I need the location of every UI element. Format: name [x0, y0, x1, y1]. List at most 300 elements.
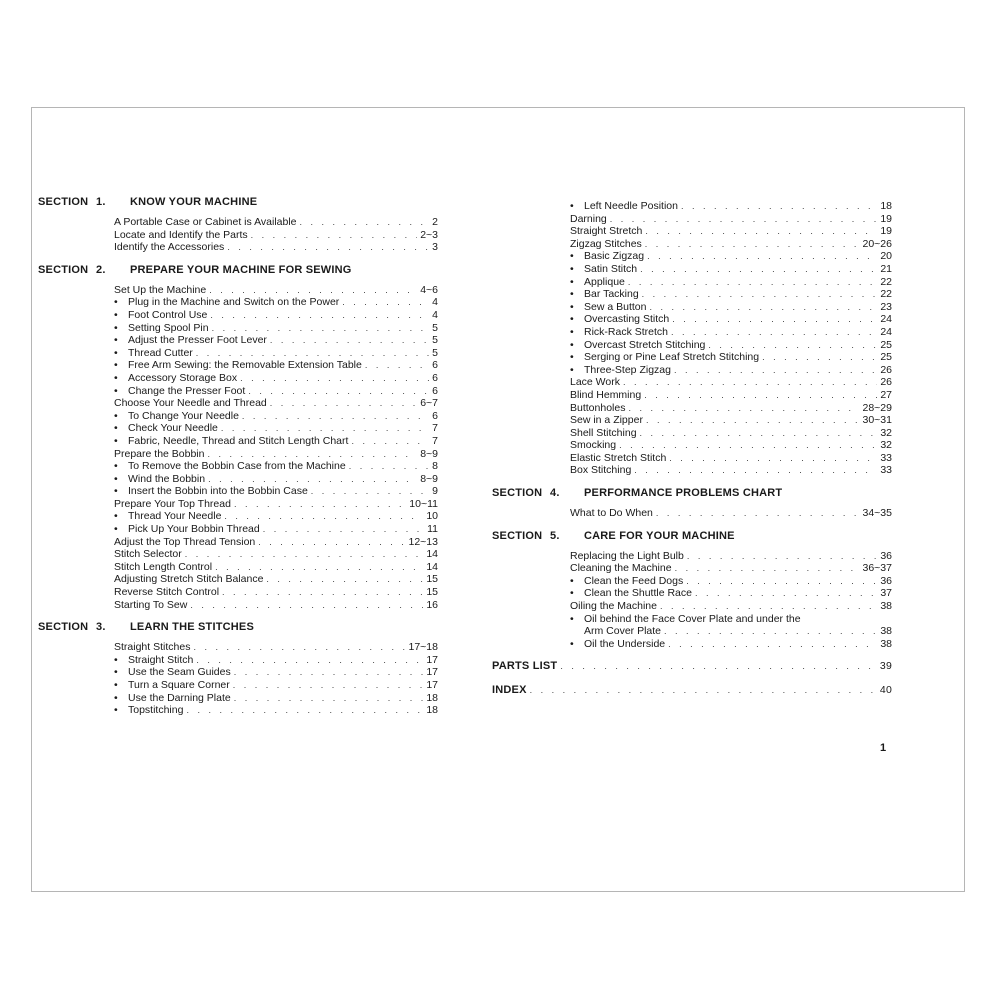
dot-leader	[619, 439, 877, 452]
toc-entry-title	[114, 385, 245, 398]
toc-page-number: 18	[426, 704, 438, 717]
toc-heading-title: INDEX	[492, 684, 527, 697]
toc-entry	[492, 507, 892, 520]
toc-entry-title	[114, 422, 218, 435]
toc-entry-title	[570, 313, 669, 326]
dot-leader	[681, 200, 877, 213]
toc-entry-title	[114, 523, 260, 536]
toc-entry-text: Oiling the Machine	[570, 600, 657, 613]
toc-entry-title	[570, 613, 892, 626]
dot-leader	[645, 238, 860, 251]
dot-leader	[644, 389, 877, 402]
toc-entry-text: Stitch Selector	[114, 548, 182, 561]
section-label: SECTION	[38, 263, 89, 276]
toc-entry-text: Clean the Feed Dogs	[584, 574, 684, 587]
toc-page-number: 26	[880, 376, 892, 389]
toc-entry-title	[570, 562, 672, 575]
dot-leader	[623, 376, 877, 389]
toc-entry-text: Use the Seam Guides	[128, 666, 231, 679]
toc-heading-entry	[492, 684, 892, 698]
dot-leader	[233, 679, 424, 692]
toc-page-number: 18	[426, 691, 438, 704]
toc-page-number: 4~6	[420, 283, 438, 296]
dot-leader	[628, 402, 859, 415]
bullet-icon: •	[570, 262, 574, 275]
section-title: PREPARE YOUR MACHINE FOR SEWING	[130, 263, 352, 276]
toc-entry-title	[114, 347, 193, 360]
toc-entry-text: Rick-Rack Stretch	[584, 325, 669, 338]
toc-entry	[492, 600, 892, 613]
toc-entry	[38, 296, 438, 309]
toc-entry-title	[114, 448, 204, 461]
toc-entry	[492, 452, 892, 465]
toc-entry-text: Overcast Stretch Stitching	[584, 338, 706, 351]
toc-entry-text: Thread Your Needle	[128, 510, 222, 523]
toc-page-number: 7	[432, 422, 438, 435]
toc-entry	[38, 599, 438, 612]
dot-leader	[365, 359, 429, 372]
dot-leader	[270, 397, 417, 410]
dot-leader	[674, 364, 877, 377]
toc-page-number: 8	[432, 460, 438, 473]
toc-entry-text: Choose Your Needle and Thread	[114, 397, 267, 410]
toc-entry-title	[114, 372, 237, 385]
toc-page-number: 24	[880, 313, 892, 326]
dot-leader	[640, 263, 877, 276]
toc-page-number: 37	[880, 587, 892, 600]
toc-page-number: 5	[432, 334, 438, 347]
toc-entry-text: Topstitching	[128, 704, 184, 717]
toc-entry-text: Basic Zigzag	[584, 250, 645, 263]
toc-entry	[38, 229, 438, 242]
bullet-icon: •	[570, 288, 574, 301]
dot-leader	[686, 575, 877, 588]
toc-entry-text: Check Your Needle	[128, 422, 218, 435]
toc-entry-title	[114, 485, 308, 498]
toc-page-number: 17	[426, 653, 438, 666]
toc-entry	[38, 654, 438, 667]
toc-entry	[38, 523, 438, 536]
toc-entry-text: To Remove the Bobbin Case from the Machine	[128, 460, 346, 473]
toc-page-number: 39	[879, 660, 892, 673]
toc-entry-text: Sew in a Zipper	[570, 414, 643, 427]
toc-entry-title	[570, 587, 692, 600]
toc-entry	[492, 276, 892, 289]
toc-entry-title	[570, 200, 678, 213]
dot-leader	[210, 309, 429, 322]
toc-page-number: 4	[432, 308, 438, 321]
toc-page-number: 6	[432, 359, 438, 372]
toc-entry	[38, 359, 438, 372]
toc-left-column	[38, 196, 438, 717]
toc-entry	[492, 339, 892, 352]
section-label: SECTION	[492, 487, 543, 500]
toc-entry-title	[570, 414, 643, 427]
toc-entry	[492, 464, 892, 477]
dot-leader	[687, 550, 877, 563]
toc-entry	[492, 213, 892, 226]
toc-entry-title	[570, 389, 641, 402]
toc-entry-title	[570, 238, 642, 251]
toc-entry-title	[570, 427, 637, 440]
dot-leader	[234, 666, 424, 679]
section-title: CARE FOR YOUR MACHINE	[584, 529, 735, 542]
toc-page-number: 3	[432, 241, 438, 254]
toc-entry-text: Box Stitching	[570, 464, 632, 477]
section-title: PERFORMANCE PROBLEMS CHART	[584, 487, 783, 500]
toc-page-number: 33	[880, 464, 892, 477]
toc-page-number: 26	[880, 363, 892, 376]
dot-leader	[221, 422, 429, 435]
toc-page-number: 2	[432, 216, 438, 228]
toc-page-number: 36	[880, 574, 892, 587]
toc-entry-text: Blind Hemming	[570, 388, 642, 401]
toc-page-number: 6	[432, 384, 438, 397]
section-number: 1.	[96, 196, 106, 208]
toc-page-number: 4	[432, 296, 438, 309]
toc-page-number: 12~13	[408, 535, 438, 548]
toc-entry-text: Change the Presser Foot	[128, 384, 246, 397]
toc-entry-title	[570, 575, 683, 588]
toc-entry	[38, 448, 438, 461]
section-title: KNOW YOUR MACHINE	[130, 196, 258, 208]
toc-page-number: 19	[880, 212, 892, 225]
toc-page-number: 24	[880, 325, 892, 338]
toc-entry-title	[570, 225, 642, 238]
dot-leader	[196, 654, 423, 667]
toc-page-number: 34~35	[862, 507, 892, 520]
toc-page-number: 16	[426, 598, 438, 611]
toc-entry-text: Fabric, Needle, Thread and Stitch Length Chart	[128, 434, 349, 447]
toc-entry	[38, 704, 438, 717]
toc-entry-text: Accessory Storage Box	[128, 371, 238, 384]
bullet-icon: •	[570, 325, 574, 338]
dot-leader	[300, 216, 430, 229]
toc-entry-title	[114, 641, 190, 654]
toc-entry	[492, 427, 892, 440]
toc-entry-text: Foot Control Use	[128, 308, 208, 321]
page-number: 1	[880, 742, 887, 754]
toc-entry	[38, 473, 438, 486]
toc-entry-title	[114, 296, 339, 309]
toc-entry	[492, 402, 892, 415]
toc-entry-text: Left Needle Position	[584, 200, 678, 212]
toc-entry-title	[114, 561, 212, 574]
toc-entry	[492, 326, 892, 339]
toc-entry-text: Reverse Stitch Control	[114, 586, 220, 599]
toc-heading-entry	[492, 660, 892, 674]
section-heading	[492, 487, 892, 501]
toc-entry-text: Straight Stitches	[114, 641, 191, 654]
toc-entry-text: Prepare the Bobbin	[114, 447, 205, 460]
bullet-icon: •	[114, 296, 118, 309]
bullet-icon: •	[570, 363, 574, 376]
toc-entry-title	[570, 326, 668, 339]
toc-entry-text: Darning	[570, 212, 607, 225]
toc-page-number: 38	[880, 625, 892, 638]
toc-page-number: 8~9	[420, 447, 438, 460]
toc-entry-text: Setting Spool Pin	[128, 321, 209, 334]
toc-entry-title	[570, 452, 666, 465]
dot-leader	[672, 313, 877, 326]
dot-leader	[196, 347, 429, 360]
bullet-icon: •	[570, 250, 574, 263]
dot-leader	[762, 351, 877, 364]
toc-entry-text: Zigzag Stitches	[570, 237, 642, 250]
bullet-icon: •	[114, 691, 118, 704]
toc-entry	[38, 347, 438, 360]
toc-entry-title	[570, 439, 616, 452]
toc-page-number: 6	[432, 371, 438, 384]
toc-entry-title	[114, 334, 267, 347]
toc-page-number: 36~37	[862, 562, 892, 575]
toc-entry-title	[114, 229, 248, 242]
toc-entry-title	[114, 309, 207, 322]
toc-page-number: 9	[432, 485, 438, 498]
toc-entry-title	[114, 322, 209, 335]
dot-leader	[270, 334, 429, 347]
toc-page-number: 27	[880, 388, 892, 401]
toc-page-number: 6	[432, 409, 438, 422]
section-number: 4.	[550, 487, 560, 500]
dot-leader	[645, 225, 877, 238]
dot-leader	[351, 435, 429, 448]
toc-entry-text: Replacing the Light Bulb	[570, 549, 684, 562]
toc-entry-text: Sew a Button	[584, 300, 647, 313]
toc-entry	[492, 550, 892, 563]
toc-entry-title	[114, 510, 221, 523]
toc-entry-text: Pick Up Your Bobbin Thread	[128, 523, 260, 536]
toc-entry	[38, 536, 438, 549]
section-number: 2.	[96, 263, 106, 276]
toc-page-number: 38	[880, 637, 892, 650]
section-heading	[38, 196, 438, 210]
toc-entry	[38, 485, 438, 498]
toc-entry	[492, 200, 892, 213]
toc-entry	[492, 238, 892, 251]
toc-entry-text: Serging or Pine Leaf Stretch Stitching	[584, 351, 760, 364]
bullet-icon: •	[114, 371, 118, 384]
toc-entry-text: Adjusting Stretch Stitch Balance	[114, 573, 264, 586]
toc-entry-text: Set Up the Machine	[114, 283, 207, 296]
bullet-icon: •	[570, 612, 574, 625]
bullet-icon: •	[114, 434, 118, 447]
toc-entry	[38, 548, 438, 561]
toc-entry	[38, 397, 438, 410]
dot-leader	[190, 599, 423, 612]
toc-entry-title	[570, 301, 646, 314]
dot-leader	[263, 523, 424, 536]
toc-entry	[492, 638, 892, 651]
bullet-icon: •	[114, 485, 118, 498]
bullet-icon: •	[570, 338, 574, 351]
dot-leader	[222, 586, 423, 599]
toc-page-number: 22	[880, 275, 892, 288]
bullet-icon: •	[114, 308, 118, 321]
toc-entry-text: Clean the Shuttle Race	[584, 587, 692, 600]
toc-entry	[492, 414, 892, 427]
toc-entry	[38, 435, 438, 448]
toc-entry-text: Arm Cover Plate	[584, 625, 662, 638]
toc-entry-title	[570, 339, 705, 352]
dot-leader	[640, 427, 878, 440]
toc-page-number: 20~26	[862, 237, 892, 250]
toc-entry	[38, 241, 438, 254]
toc-entry-text: Three-Step Zigzag	[584, 363, 671, 376]
toc-entry	[492, 288, 892, 301]
toc-page-number: 5	[432, 346, 438, 359]
toc-entry	[38, 641, 438, 654]
toc-page-number: 17~18	[408, 641, 438, 654]
dot-leader	[234, 498, 406, 511]
toc-entry-title	[570, 376, 620, 389]
toc-entry	[38, 586, 438, 599]
section-heading	[492, 530, 892, 544]
dot-leader	[342, 296, 429, 309]
toc-entry-text: Lace Work	[570, 376, 620, 389]
section-heading	[38, 264, 438, 278]
bullet-icon: •	[114, 321, 118, 334]
toc-entry-title	[114, 435, 348, 448]
section-heading	[38, 621, 438, 635]
bullet-icon: •	[570, 587, 574, 600]
toc-entry	[492, 439, 892, 452]
dot-leader	[258, 536, 405, 549]
bullet-icon: •	[570, 637, 574, 650]
toc-page-number: 5	[432, 321, 438, 334]
bullet-icon: •	[570, 313, 574, 326]
toc-entry	[38, 309, 438, 322]
dot-leader	[649, 301, 877, 314]
toc-entry-title	[114, 410, 239, 423]
toc-entry-title	[114, 460, 346, 473]
dot-leader	[708, 339, 877, 352]
toc-entry	[38, 510, 438, 523]
dot-leader	[266, 573, 423, 586]
toc-entry-title	[114, 359, 362, 372]
toc-entry	[38, 216, 438, 229]
bullet-icon: •	[570, 275, 574, 288]
toc-entry-title	[570, 250, 644, 263]
toc-page-number: 14	[426, 560, 438, 573]
section-label: SECTION	[38, 196, 89, 208]
toc-entry	[38, 385, 438, 398]
toc-page-number: 15	[426, 573, 438, 586]
toc-entry-title	[114, 284, 206, 297]
toc-entry-text: Oil behind the Face Cover Plate and under the	[584, 612, 801, 625]
dot-leader	[248, 385, 429, 398]
toc-entry	[38, 573, 438, 586]
toc-page-number: 30~31	[862, 414, 892, 427]
toc-entry-title	[114, 679, 230, 692]
dot-leader	[215, 561, 423, 574]
toc-entry-title	[570, 351, 759, 364]
toc-page-number: 8~9	[420, 472, 438, 485]
toc-entry-text: Insert the Bobbin into the Bobbin Case	[128, 485, 308, 498]
toc-page-number: 22	[880, 288, 892, 301]
dot-leader	[240, 372, 429, 385]
toc-entry-text: Turn a Square Corner	[128, 679, 230, 691]
dot-leader	[242, 410, 429, 423]
bullet-icon: •	[114, 409, 118, 422]
toc-entry	[38, 422, 438, 435]
bullet-icon: •	[114, 523, 118, 536]
toc-entry	[492, 250, 892, 263]
toc-entry-text: Thread Cutter	[128, 346, 193, 359]
dot-leader	[671, 326, 877, 339]
toc-entry-title	[114, 704, 183, 717]
toc-entry	[492, 376, 892, 389]
section-label: SECTION	[38, 621, 89, 634]
section-label: SECTION	[492, 529, 543, 542]
toc-page-number: 23	[880, 300, 892, 313]
bullet-icon: •	[570, 351, 574, 364]
toc-entry-text: Use the Darning Plate	[128, 691, 231, 704]
toc-entry	[38, 284, 438, 297]
dot-leader	[209, 284, 417, 297]
toc-page-number: 25	[880, 351, 892, 364]
toc-entry-title	[114, 397, 267, 410]
toc-entry-title	[114, 241, 224, 254]
dot-leader	[207, 448, 417, 461]
toc-entry	[38, 410, 438, 423]
bullet-icon: •	[570, 300, 574, 313]
toc-entry	[492, 575, 892, 588]
toc-page-number: 32	[880, 426, 892, 439]
dot-leader	[234, 692, 424, 705]
bullet-icon: •	[114, 346, 118, 359]
toc-page-number: 38	[880, 600, 892, 613]
bullet-icon: •	[114, 334, 118, 347]
toc-entry-title	[570, 638, 665, 651]
toc-page-number: 10~11	[409, 497, 438, 510]
toc-entry-title	[114, 536, 255, 549]
toc-page-number: 18	[880, 200, 892, 212]
dot-leader	[193, 641, 405, 654]
toc-entry	[38, 372, 438, 385]
toc-entry	[492, 625, 892, 638]
toc-page-number: 36	[880, 549, 892, 562]
dot-leader	[560, 661, 877, 671]
toc-entry-text: Straight Stitch	[128, 653, 194, 666]
toc-entry-title	[114, 666, 231, 679]
toc-page-number: 17	[426, 666, 438, 679]
toc-entry-title	[570, 402, 625, 415]
bullet-icon: •	[114, 359, 118, 372]
bullet-icon: •	[114, 472, 118, 485]
dot-leader	[212, 322, 430, 335]
toc-entry-text: Prepare Your Top Thread	[114, 497, 231, 510]
toc-page-number: 32	[880, 439, 892, 452]
dot-leader	[311, 485, 429, 498]
dot-leader	[656, 507, 860, 520]
toc-entry-text: Satin Stitch	[584, 262, 638, 275]
toc-right-column	[492, 200, 892, 702]
toc-entry-text: Buttonholes	[570, 401, 626, 414]
toc-entry-text: Smocking	[570, 439, 617, 452]
toc-entry-title	[570, 550, 684, 563]
toc-entry-text: Applique	[584, 275, 625, 288]
toc-entry	[492, 613, 892, 626]
section-number: 3.	[96, 621, 106, 634]
toc-entry	[38, 460, 438, 473]
dot-leader	[610, 213, 878, 226]
dot-leader	[675, 562, 860, 575]
toc-entry-title	[570, 213, 607, 226]
toc-page-number: 20	[880, 250, 892, 263]
toc-entry-title	[570, 600, 657, 613]
bullet-icon: •	[114, 460, 118, 473]
